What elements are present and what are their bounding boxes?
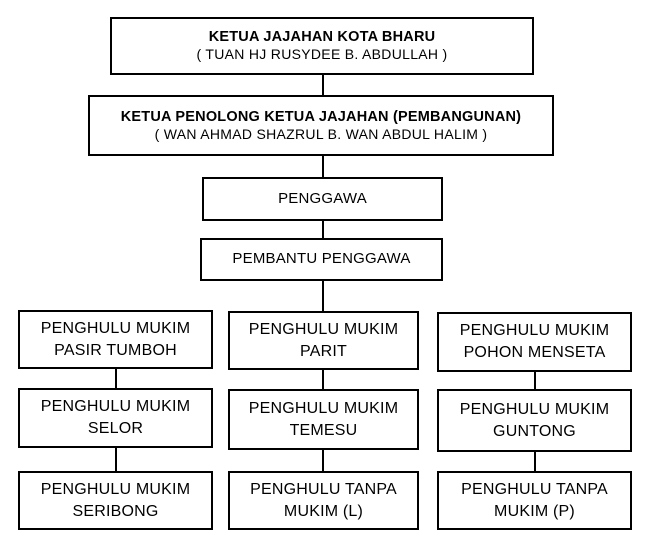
node-pembantu-penggawa-label: PEMBANTU PENGGAWA — [232, 250, 411, 268]
node-mukim-pasir-tumboh-line2: PASIR TUMBOH — [54, 341, 177, 359]
connector-col3-a — [534, 370, 536, 390]
node-ketua-jajahan — [110, 17, 534, 75]
node-mukim-temesu-line1: PENGHULU MUKIM — [248, 399, 399, 417]
node-tanpa-mukim-p-line2: MUKIM (P) — [494, 502, 575, 520]
node-tanpa-mukim-l — [228, 471, 419, 530]
node-ketua-penolong-title: KETUA PENOLONG KETUA JAJAHAN (PEMBANGUNAN) — [120, 108, 522, 125]
node-penggawa — [202, 177, 443, 221]
node-mukim-guntong-line2: GUNTONG — [493, 422, 576, 440]
node-mukim-selor-line1: PENGHULU MUKIM — [40, 398, 191, 416]
node-mukim-pasir-tumboh-line1: PENGHULU MUKIM — [40, 319, 191, 337]
connector-penggawa-pembantu — [322, 219, 324, 239]
node-tanpa-mukim-l-line1: PENGHULU TANPA — [250, 480, 397, 498]
connector-col2-a — [322, 368, 324, 390]
node-mukim-seribong — [18, 471, 213, 530]
node-mukim-guntong — [437, 389, 632, 452]
node-mukim-temesu-line2: TEMESU — [289, 421, 358, 439]
node-ketua-jajahan-name: ( TUAN HJ RUSYDEE B. ABDULLAH ) — [196, 46, 448, 63]
node-pembantu-penggawa — [200, 238, 443, 281]
node-mukim-selor-line2: SELOR — [87, 420, 144, 437]
connector-head-assistant — [322, 74, 324, 96]
node-mukim-temesu — [228, 389, 419, 450]
connector-assistant-penggawa — [322, 154, 324, 178]
node-mukim-parit — [228, 311, 419, 370]
node-mukim-selor — [18, 388, 213, 448]
node-mukim-pohon-menseta — [437, 312, 632, 372]
node-mukim-pohon-menseta-line2: POHON MENSETA — [463, 344, 606, 361]
node-mukim-parit-line1: PENGHULU MUKIM — [248, 320, 399, 338]
node-mukim-pasir-tumboh — [18, 310, 213, 369]
connector-col3-b — [534, 450, 536, 472]
node-tanpa-mukim-p — [437, 471, 632, 530]
node-ketua-jajahan-title: KETUA JAJAHAN KOTA BHARU — [208, 29, 436, 46]
node-ketua-penolong-name: ( WAN AHMAD SHAZRUL B. WAN ABDUL HALIM ) — [154, 125, 488, 142]
connector-pembantu-mukim — [322, 279, 324, 312]
connector-col1-a — [115, 367, 117, 389]
connector-col2-b — [322, 448, 324, 472]
node-mukim-seribong-line2: SERIBONG — [72, 502, 159, 520]
node-mukim-guntong-line1: PENGHULU MUKIM — [459, 400, 610, 418]
node-ketua-penolong — [88, 95, 554, 156]
node-penggawa-label: PENGGAWA — [278, 189, 367, 207]
connector-col1-b — [115, 446, 117, 472]
node-mukim-parit-line2: PARIT — [300, 342, 347, 360]
node-mukim-seribong-line1: PENGHULU MUKIM — [40, 480, 191, 498]
node-mukim-pohon-menseta-line1: PENGHULU MUKIM — [459, 322, 610, 340]
node-tanpa-mukim-l-line2: MUKIM (L) — [283, 502, 364, 520]
node-tanpa-mukim-p-line1: PENGHULU TANPA — [461, 480, 608, 498]
